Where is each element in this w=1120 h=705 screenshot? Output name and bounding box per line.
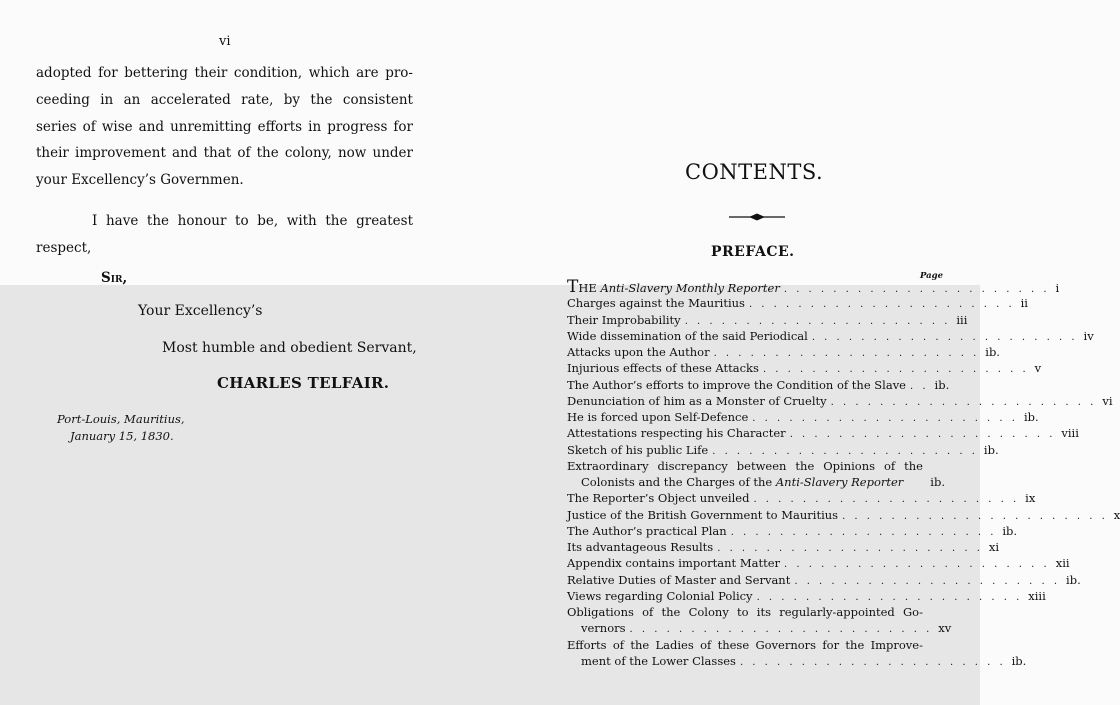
toc-entry: ment of the Lower Classes . . . . . . . . . . . . . . . . . . . . . . ib.: [581, 653, 1027, 668]
letter-place: Port-Louis, Mauritius,: [57, 412, 185, 426]
toc-entry: Relative Duties of Master and Servant . . . . . . . . . . . . . . . . . . . . . . ib.: [567, 572, 1081, 587]
toc-entry: Injurious effects of these Attacks . . . . . . . . . . . . . . . . . . . . . . v: [567, 361, 1042, 376]
toc-entry: Denunciation of him as a Monster of Cruelty . . . . . . . . . . . . . . . . . . . . . . vi: [567, 393, 1113, 408]
toc-entry: Views regarding Colonial Policy . . . . . . . . . . . . . . . . . . . . . . xiii: [567, 588, 1046, 603]
closing-paragraph: [36, 208, 413, 262]
left-page: [0, 0, 460, 705]
toc-entry: Justice of the British Government to Mauritius . . . . . . . . . . . . . . . . . . . . . . x: [567, 507, 1120, 522]
contents-list: [567, 277, 1120, 669]
toc-entry: Sketch of his public Life . . . . . . . . . . . . . . . . . . . . . . ib.: [567, 442, 999, 457]
toc-entry: Their Improbability . . . . . . . . . . . . . . . . . . . . . . iii: [567, 312, 968, 327]
toc-entry: Wide dissemination of the said Periodical . . . . . . . . . . . . . . . . . . . . . . iv: [567, 328, 1094, 343]
toc-entry: The Author’s efforts to improve the Condition of the Slave . . ib.: [567, 377, 950, 392]
toc-entry: The Reporter’s Object unveiled . . . . . . . . . . . . . . . . . . . . . . ix: [567, 491, 1036, 506]
signature-line-2: Most humble and obedient Servant,: [162, 340, 417, 356]
paragraph-line: adopted for bettering their condition, which are pro-: [36, 65, 413, 81]
salutation: Sir,: [101, 270, 128, 286]
toc-entry-line: Obligations of the Colony to its regularly-appointed Go-: [567, 605, 923, 619]
toc-entry: Its advantageous Results . . . . . . . . . . . . . . . . . . . . . . xi: [567, 540, 1000, 554]
closing-line: I have the honour to be, with the greatest: [92, 213, 413, 229]
page-number: vi: [219, 34, 231, 49]
contents-title: CONTENTS.: [685, 160, 824, 184]
toc-entry: THE Anti-Slavery Monthly Reporter . . . . . . . . . . . . . . . . . . . . . . i: [567, 277, 1060, 297]
toc-entry: vernors . . . . . . . . . . . . . . . . . . . . . . . . . xv: [581, 621, 952, 636]
toc-entry-line: Efforts of the Ladies of these Governors for the Improve-: [567, 637, 923, 652]
toc-entry: Appendix contains important Matter . . . . . . . . . . . . . . . . . . . . . . xii: [567, 556, 1070, 571]
paragraph-line: your Excellency’s Governmen.: [36, 172, 244, 189]
signature-line-1: Your Excellency’s: [138, 303, 263, 319]
ornament-divider-icon: [729, 212, 785, 222]
section-heading: PREFACE.: [711, 244, 795, 260]
page-column-header: Page: [920, 271, 944, 281]
toc-entry: Attestations respecting his Character . . . . . . . . . . . . . . . . . . . . . . viii: [567, 426, 1079, 441]
toc-entry: The Author’s practical Plan . . . . . . . . . . . . . . . . . . . . . . ib.: [567, 523, 1018, 538]
letter-date: January 15, 1830.: [70, 429, 174, 443]
toc-entry: Colonists and the Charges of the Anti-Slavery Reporter ib.: [581, 475, 945, 489]
paragraph-line: their improvement and that of the colony, now under: [36, 145, 413, 162]
toc-entry: Charges against the Mauritius . . . . . . . . . . . . . . . . . . . . . . ii: [567, 296, 1028, 311]
body-paragraph: [36, 60, 413, 194]
signature-name: CHARLES TELFAIR.: [217, 374, 390, 392]
toc-entry: He is forced upon Self-Defence . . . . . . . . . . . . . . . . . . . . . . ib.: [567, 410, 1039, 424]
toc-entry-line: Extraordinary discrepancy between the Opinions of the: [567, 458, 923, 473]
paragraph-line: series of wise and unremitting efforts in progress for: [36, 118, 413, 135]
toc-entry: Attacks upon the Author . . . . . . . . . . . . . . . . . . . . . . ib.: [567, 345, 1000, 359]
paragraph-line: ceeding in an accelerated rate, by the consistent: [36, 91, 413, 108]
closing-line: respect,: [36, 240, 92, 256]
